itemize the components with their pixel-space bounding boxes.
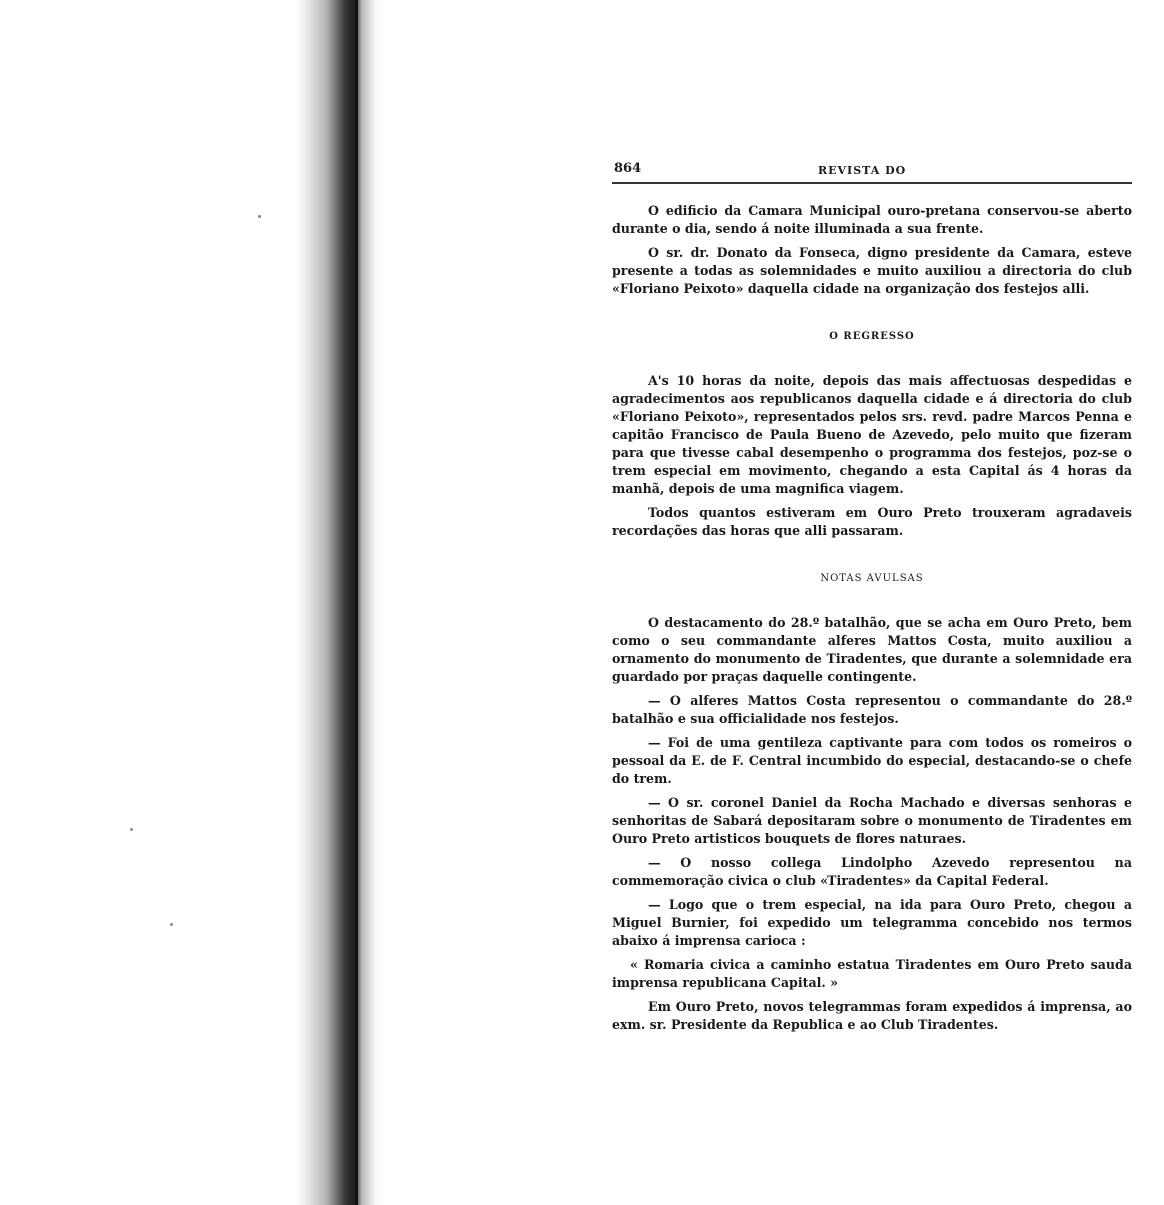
running-title: REVISTA DO (818, 164, 907, 177)
paragraph: O sr. dr. Donato da Fonseca, digno presidente da Camara, esteve presente a todas as solemnidades e muito auxiliou a directoria do club «Floriano Peixoto» daquella cidade na organização dos festejos alli. (612, 245, 1132, 296)
scan-speck (130, 828, 133, 831)
page-number: 864 (614, 161, 642, 176)
paragraph: O edificio da Camara Municipal ouro-pretana conservou-se aberto durante o dia, sendo á noite illuminada a sua frente. (612, 203, 1132, 236)
paragraph: — Foi de uma gentileza captivante para com todos os romeiros o pessoal da E. de F. Central incumbido do especial, destacando-se o chefe do trem. (612, 735, 1132, 786)
page-header (612, 160, 1132, 182)
book-spine-fold (355, 0, 358, 1205)
paragraph: Todos quantos estiveram em Ouro Preto trouxeram agradaveis recordações das horas que alli passaram. (612, 505, 1132, 538)
section-title-notas: NOTAS AVULSAS (820, 573, 924, 584)
paragraph: — Logo que o trem especial, na ida para Ouro Preto, chegou a Miguel Burnier, foi expedido um telegramma concebido nos termos abaixo á imprensa carioca : (612, 897, 1132, 948)
telegram-quote: « Romaria civica a caminho estatua Tiradentes em Ouro Preto sauda imprensa republicana Capital. » (612, 957, 1132, 990)
paragraph: — O sr. coronel Daniel da Rocha Machado e diversas senhoras e senhoritas de Sabará depositaram sobre o monumento de Tiradentes em Ouro Preto artisticos bouquets de flores naturaes. (612, 795, 1132, 846)
paragraph: O destacamento do 28.º batalhão, que se acha em Ouro Preto, bem como o seu commandante alferes Mattos Costa, muito auxiliou a ornamento do monumento de Tiradentes, que durante a solemnidade era guardado por praças daquelle contingente. (612, 615, 1132, 684)
scan-speck (170, 923, 173, 926)
book-page (612, 160, 1132, 1040)
paragraph: Em Ouro Preto, novos telegrammas foram expedidos á imprensa, ao exm. sr. Presidente da Republica e ao Club Tiradentes. (612, 999, 1132, 1032)
paragraph: A's 10 horas da noite, depois das mais affectuosas despedidas e agradecimentos aos republicanos daquella cidade e á directoria do club «Floriano Peixoto», representados pelos srs. revd. padre Marcos Penna e capitão Francisco de Paula Bueno de Azevedo, pelo muito que fizeram para que tivesse cabal desempenho o programma dos festejos, poz-se o trem especial em movimento, chegando a esta Capital ás 4 horas da manhã, depois de uma magnifica viagem. (612, 373, 1132, 496)
header-rule (612, 182, 1132, 184)
paragraph: — O alferes Mattos Costa representou o commandante do 28.º batalhão e sua officialidade nos festejos. (612, 693, 1132, 726)
scan-speck (258, 215, 261, 218)
paragraph: — O nosso collega Lindolpho Azevedo representou na commemoração civica o club «Tiradentes» da Capital Federal. (612, 855, 1132, 888)
book-spine-shadow (296, 0, 386, 1205)
section-title-regresso: O REGRESSO (829, 331, 915, 342)
